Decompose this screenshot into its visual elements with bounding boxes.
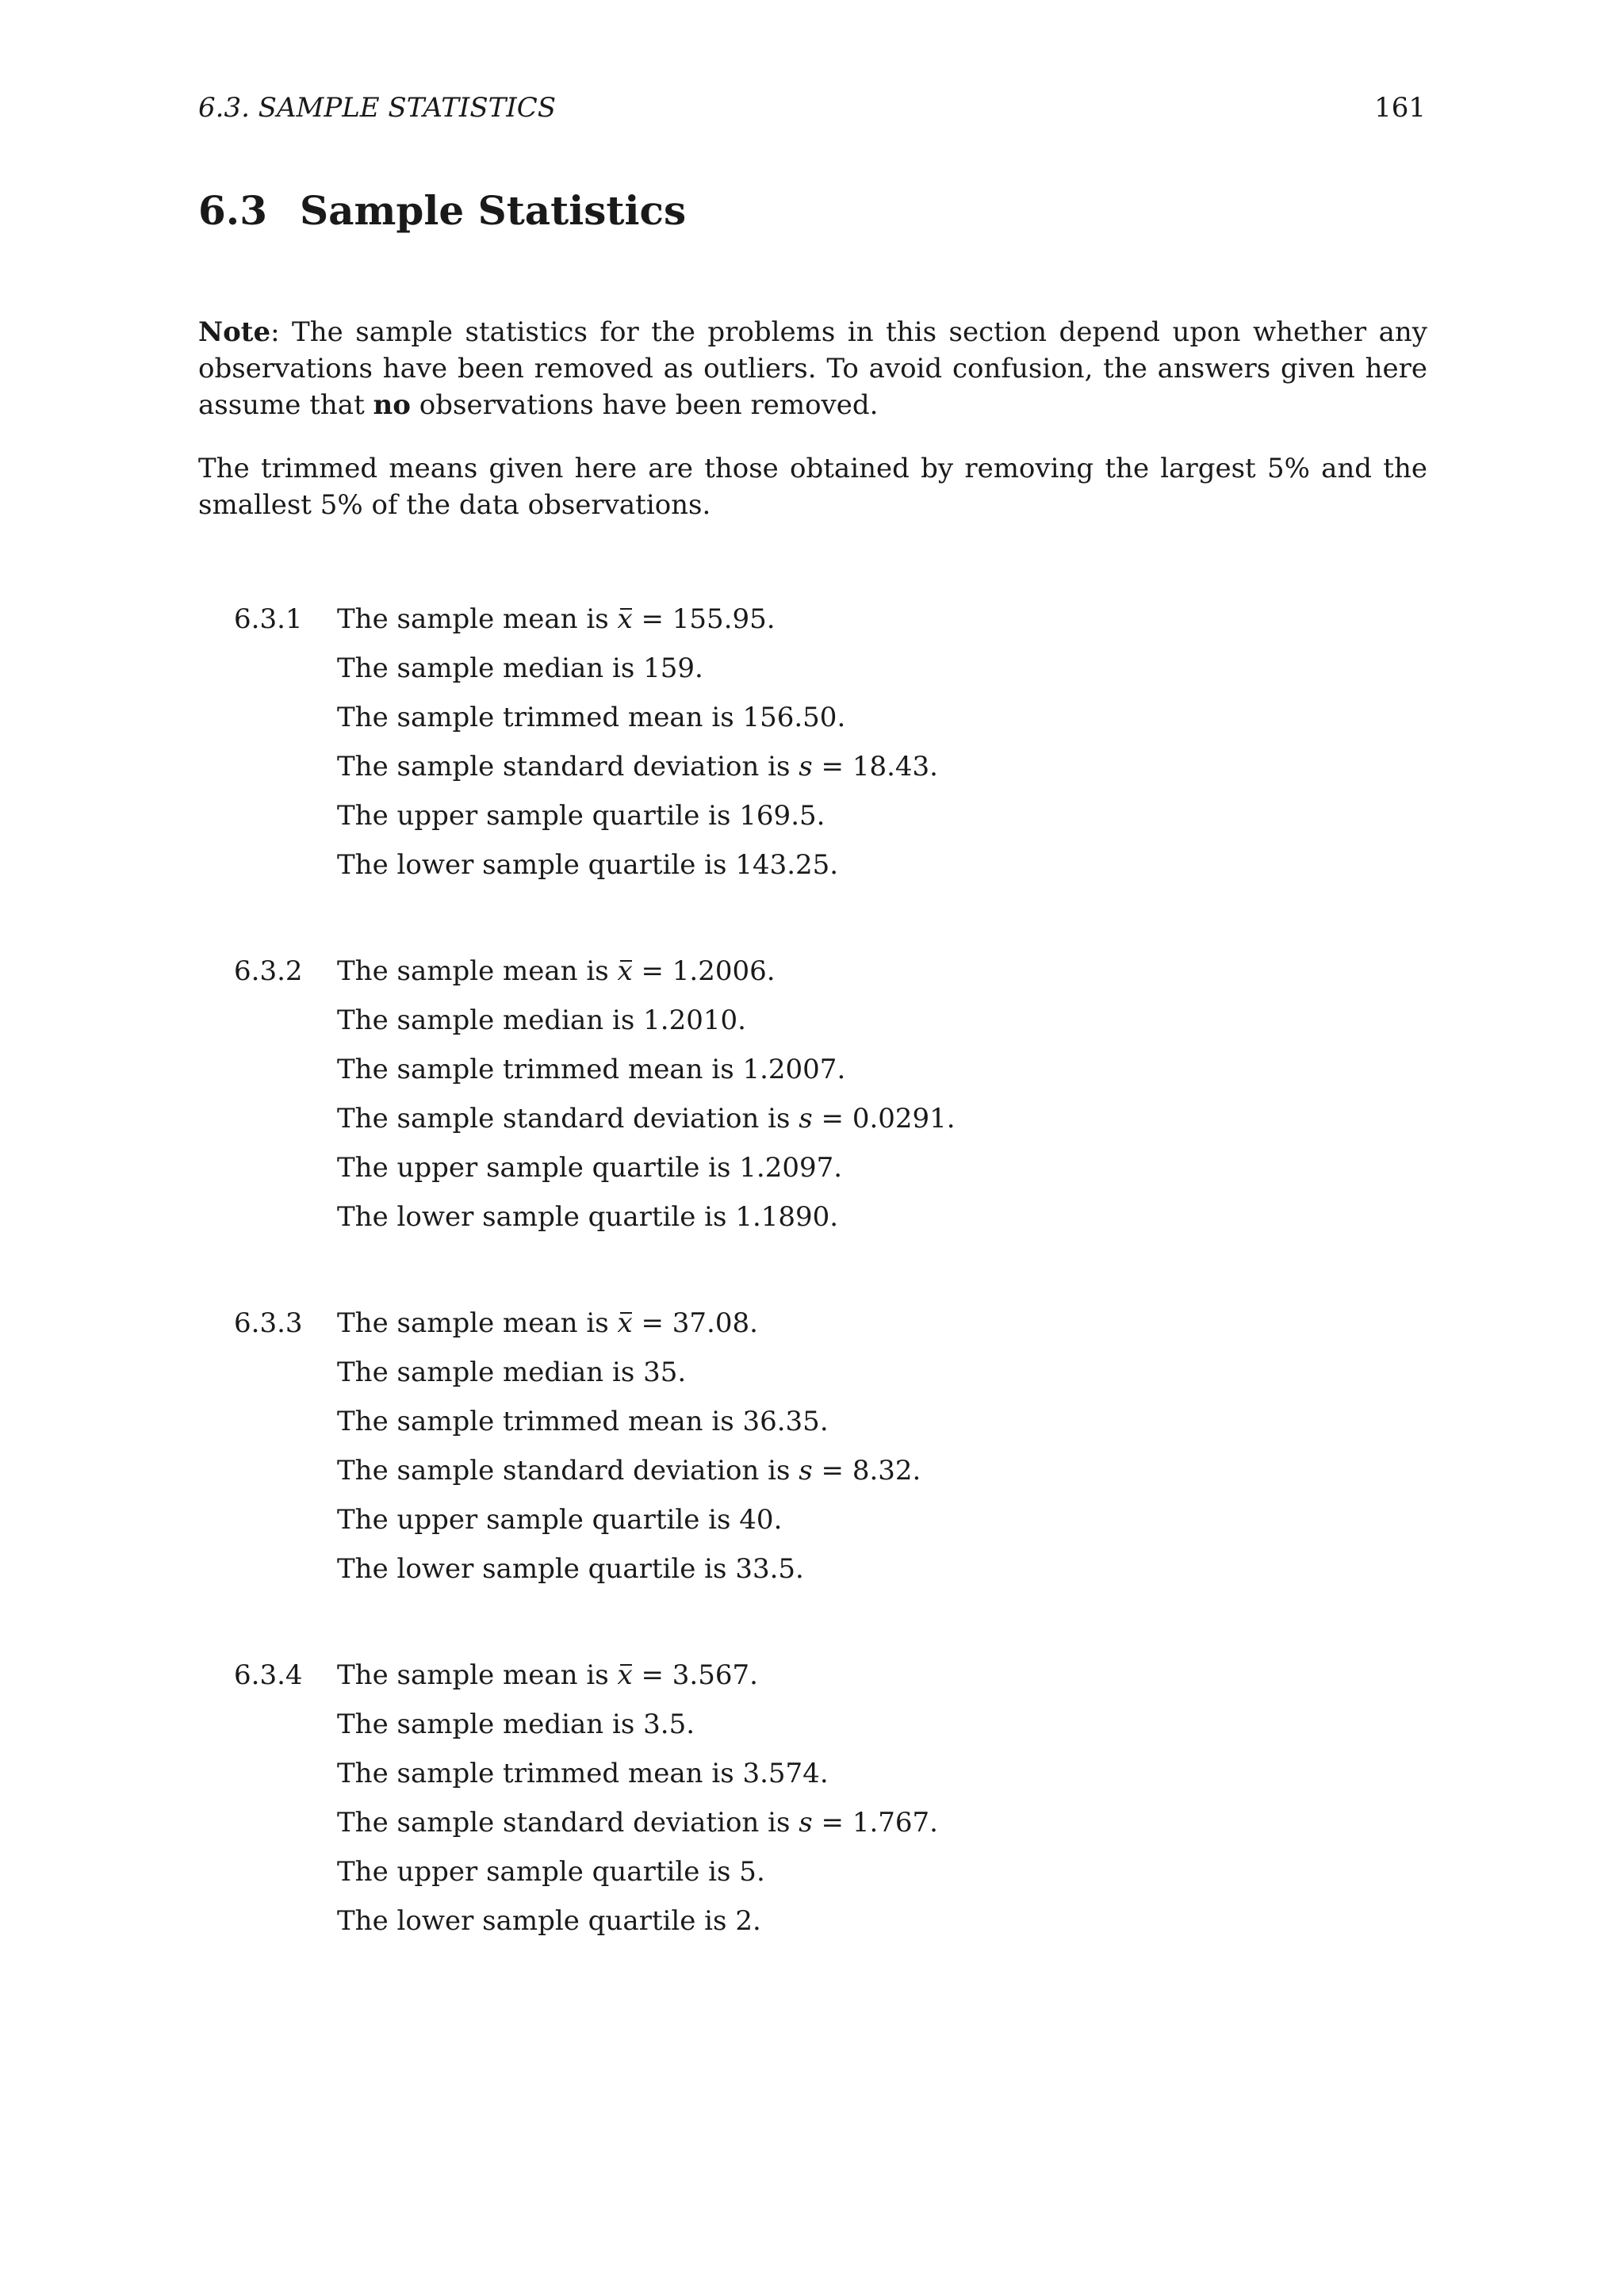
answer-value: 0.0291 xyxy=(852,1103,947,1135)
note-label: Note xyxy=(198,316,271,348)
math-symbol: x xyxy=(618,1657,633,1693)
answer-value: 3.567 xyxy=(672,1659,750,1691)
period: . xyxy=(752,1905,761,1937)
period: . xyxy=(749,1659,758,1691)
answer-mean xyxy=(337,601,938,650)
answer-phrase: The sample mean is xyxy=(337,603,618,635)
answer-phrase: The sample trimmed mean is xyxy=(337,1054,743,1085)
answer-upper-quartile xyxy=(337,1502,921,1551)
period: . xyxy=(819,1406,829,1437)
answer-value: 37.08 xyxy=(672,1307,750,1339)
answer-phrase: The sample trimmed mean is xyxy=(337,1758,743,1789)
answer-phrase: The lower sample quartile is xyxy=(337,1905,736,1937)
answer-median xyxy=(337,1706,938,1755)
equals-sign: = xyxy=(812,1103,852,1135)
answer-value: 1.2097 xyxy=(739,1152,834,1184)
answer-value: 1.767 xyxy=(852,1807,930,1839)
answer-mean xyxy=(337,953,956,1002)
math-symbol: s xyxy=(799,751,813,783)
answer-lower-quartile xyxy=(337,847,938,896)
answer-lower-quartile xyxy=(337,1199,956,1248)
equals-sign: = xyxy=(632,955,672,987)
period: . xyxy=(929,751,938,783)
answer-phrase: The sample standard deviation is xyxy=(337,1455,799,1487)
answer-sd xyxy=(337,1452,921,1502)
answer-value: 36.35 xyxy=(742,1406,820,1437)
answer-upper-quartile xyxy=(337,1854,938,1903)
equals-sign: = xyxy=(812,1455,852,1487)
period: . xyxy=(929,1807,938,1839)
period: . xyxy=(766,955,776,987)
math-symbol: x xyxy=(618,1305,633,1341)
answer-value: 2 xyxy=(735,1905,753,1937)
note-text-1: : The sample statistics for the problems in this section depend upon whether any observations have been removed as outliers. To avoid confusion, the answers given here assume that xyxy=(198,316,1427,421)
math-symbol: s xyxy=(799,1455,813,1487)
answer-phrase: The sample mean is xyxy=(337,1659,618,1691)
problem-answers xyxy=(337,601,938,896)
period: . xyxy=(819,1758,829,1789)
answer-phrase: The sample trimmed mean is xyxy=(337,702,743,733)
answer-phrase: The upper sample quartile is xyxy=(337,800,740,832)
answer-median xyxy=(337,1002,956,1051)
answer-phrase: The upper sample quartile is xyxy=(337,1152,740,1184)
answer-value: 33.5 xyxy=(735,1553,796,1585)
answer-value: 35 xyxy=(643,1357,678,1388)
answer-value: 3.5 xyxy=(643,1709,687,1740)
answer-phrase: The sample standard deviation is xyxy=(337,751,799,783)
math-symbol: x xyxy=(618,953,633,989)
period: . xyxy=(695,652,703,684)
period: . xyxy=(773,1504,783,1536)
running-head xyxy=(198,92,1426,128)
math-symbol: x xyxy=(618,601,633,637)
answer-phrase: The sample mean is xyxy=(337,1307,618,1339)
answer-value: 169.5 xyxy=(739,800,817,832)
problem-number: 6.3.1 xyxy=(234,603,303,635)
period: . xyxy=(737,1004,746,1036)
answer-value: 8.32 xyxy=(852,1455,913,1487)
answer-phrase: The sample mean is xyxy=(337,955,618,987)
period: . xyxy=(795,1553,804,1585)
answer-phrase: The lower sample quartile is xyxy=(337,1553,736,1585)
answer-trimmed-mean xyxy=(337,699,938,748)
answer-value: 40 xyxy=(739,1504,774,1536)
answer-median xyxy=(337,650,938,699)
equals-sign: = xyxy=(812,1807,852,1839)
answer-phrase: The sample median is xyxy=(337,1709,644,1740)
answer-sd xyxy=(337,1100,956,1150)
period: . xyxy=(686,1709,695,1740)
period: . xyxy=(816,800,825,832)
problem-answers xyxy=(337,1657,938,1952)
answer-trimmed-mean xyxy=(337,1051,956,1100)
note-text-2: observations have been removed. xyxy=(410,389,879,421)
answer-value: 1.2010 xyxy=(643,1004,738,1036)
problem-number: 6.3.3 xyxy=(234,1307,303,1339)
period: . xyxy=(829,849,839,881)
answer-trimmed-mean xyxy=(337,1755,938,1804)
period: . xyxy=(677,1357,687,1388)
section-heading xyxy=(198,187,686,234)
problem-number: 6.3.2 xyxy=(234,955,303,987)
answer-mean xyxy=(337,1305,921,1354)
period: . xyxy=(837,1054,846,1085)
problem-answers xyxy=(337,1305,921,1600)
answer-value: 18.43 xyxy=(852,751,930,783)
section-title: Sample Statistics xyxy=(300,187,687,234)
answer-lower-quartile xyxy=(337,1903,938,1952)
math-symbol: s xyxy=(799,1807,813,1839)
answer-median xyxy=(337,1354,921,1403)
answer-phrase: The sample median is xyxy=(337,652,644,684)
answer-phrase: The sample median is xyxy=(337,1004,644,1036)
answer-upper-quartile xyxy=(337,1150,956,1199)
math-symbol: s xyxy=(799,1103,813,1135)
answer-upper-quartile xyxy=(337,798,938,847)
answer-value: 1.2007 xyxy=(742,1054,837,1085)
period: . xyxy=(912,1455,921,1487)
note-paragraph xyxy=(198,314,1427,423)
period: . xyxy=(749,1307,758,1339)
period: . xyxy=(766,603,776,635)
answer-value: 1.1890 xyxy=(735,1201,830,1233)
answer-mean xyxy=(337,1657,938,1706)
section-number: 6.3 xyxy=(198,187,267,234)
answer-phrase: The sample trimmed mean is xyxy=(337,1406,743,1437)
period: . xyxy=(833,1152,843,1184)
page-number: 161 xyxy=(1374,92,1426,124)
answer-phrase: The sample standard deviation is xyxy=(337,1103,799,1135)
answer-value: 155.95 xyxy=(672,603,767,635)
answer-value: 3.574 xyxy=(742,1758,820,1789)
answer-phrase: The lower sample quartile is xyxy=(337,849,736,881)
answer-phrase: The sample median is xyxy=(337,1357,644,1388)
note-emphasis: no xyxy=(373,389,411,421)
trimmed-means-paragraph: The trimmed means given here are those obtained by removing the largest 5% and the smallest 5% of the data observations. xyxy=(198,453,1427,521)
answer-lower-quartile xyxy=(337,1551,921,1600)
period: . xyxy=(946,1103,956,1135)
equals-sign: = xyxy=(632,1307,672,1339)
answer-phrase: The lower sample quartile is xyxy=(337,1201,736,1233)
answer-value: 1.2006 xyxy=(672,955,767,987)
equals-sign: = xyxy=(632,603,672,635)
period: . xyxy=(829,1201,839,1233)
problem-number: 6.3.4 xyxy=(234,1659,303,1691)
answer-value: 156.50 xyxy=(742,702,837,733)
answer-phrase: The upper sample quartile is xyxy=(337,1504,740,1536)
equals-sign: = xyxy=(632,1659,672,1691)
answer-sd xyxy=(337,1804,938,1854)
problem-answers xyxy=(337,953,956,1248)
answer-value: 159 xyxy=(643,652,695,684)
period: . xyxy=(837,702,846,733)
period: . xyxy=(756,1856,765,1888)
answer-value: 5 xyxy=(739,1856,756,1888)
answer-phrase: The sample standard deviation is xyxy=(337,1807,799,1839)
running-head-section: 6.3. SAMPLE STATISTICS xyxy=(198,92,557,124)
answer-sd xyxy=(337,748,938,798)
answer-phrase: The upper sample quartile is xyxy=(337,1856,740,1888)
answer-value: 143.25 xyxy=(735,849,830,881)
equals-sign: = xyxy=(812,751,852,783)
answer-trimmed-mean xyxy=(337,1403,921,1452)
